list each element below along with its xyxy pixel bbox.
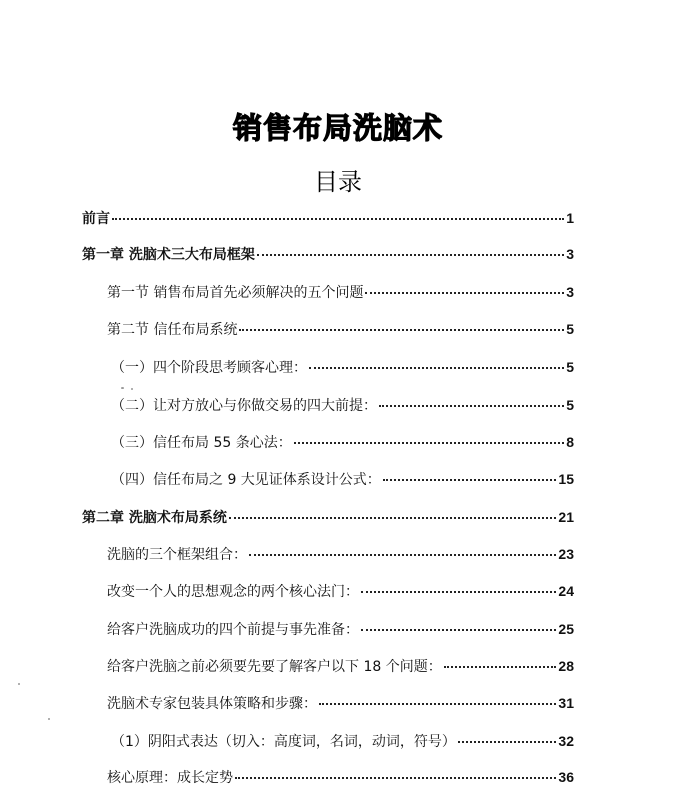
toc-entry-chapter[interactable]	[82, 245, 574, 264]
dot-leader	[112, 218, 564, 220]
toc-entry-topic[interactable]	[107, 545, 574, 564]
toc-entry-label: 给客户洗脑成功的四个前提与事先准备：	[107, 622, 359, 638]
dot-leader	[257, 254, 564, 256]
dot-leader	[458, 741, 557, 743]
toc-entry-subsection[interactable]	[111, 470, 574, 489]
toc-page-number: 5	[566, 397, 574, 413]
toc-page-number: 21	[558, 509, 574, 525]
dot-leader	[294, 442, 564, 444]
toc-entry-label: 第二节 信任布局系统	[107, 322, 238, 338]
dot-leader	[309, 367, 564, 369]
toc-page-number: 5	[566, 359, 574, 375]
toc-page-number: 24	[558, 583, 574, 599]
toc-entry-topic[interactable]	[111, 732, 574, 751]
toc-page-number: 3	[566, 246, 574, 262]
scan-speck	[48, 718, 50, 720]
dot-leader	[249, 554, 556, 556]
toc-entry-label: （1）阴阳式表达（切入：高度词，名词，动词，符号）	[111, 734, 456, 750]
toc-entry-topic[interactable]	[107, 768, 574, 787]
scan-speck	[121, 387, 124, 389]
dot-leader	[235, 777, 556, 779]
toc-entry-section[interactable]	[107, 320, 574, 339]
toc-page-number: 28	[558, 658, 574, 674]
toc-entry-topic[interactable]	[107, 657, 574, 676]
toc-entry-label: 洗脑术专家包装具体策略和步骤：	[107, 696, 317, 712]
toc-page-number: 23	[558, 546, 574, 562]
scan-speck	[18, 683, 20, 685]
dot-leader	[383, 479, 557, 481]
toc-entry-label: （一）四个阶段思考顾客心理：	[111, 360, 307, 376]
toc-entry-label: 洗脑的三个框架组合：	[107, 547, 247, 563]
dot-leader	[361, 629, 556, 631]
toc-entry-topic[interactable]	[107, 694, 574, 713]
toc-entry-section[interactable]	[107, 283, 574, 302]
toc-entry-label: 第二章 洗脑术布局系统	[82, 510, 227, 526]
toc-entry-label: （二）让对方放心与你做交易的四大前提：	[111, 398, 377, 414]
scan-speck	[131, 388, 133, 390]
toc-entry-topic[interactable]	[107, 582, 574, 601]
dot-leader	[444, 666, 557, 668]
toc-entry-label: （三）信任布局 55 条心法：	[111, 435, 292, 451]
toc-entry-topic[interactable]	[107, 620, 574, 639]
toc-page-number: 36	[558, 769, 574, 785]
dot-leader	[239, 329, 564, 331]
toc-page-number: 3	[566, 284, 574, 300]
toc-heading: 目录	[314, 168, 362, 196]
dot-leader	[379, 405, 564, 407]
toc-entry-preface[interactable]	[82, 209, 574, 228]
book-title: 销售布局洗脑术	[232, 111, 443, 145]
dot-leader	[319, 703, 556, 705]
dot-leader	[361, 591, 556, 593]
toc-page-number: 32	[558, 733, 574, 749]
toc-entry-chapter[interactable]	[82, 508, 574, 527]
toc-entry-label: 前言	[82, 211, 110, 227]
toc-page-number: 1	[566, 210, 574, 226]
toc-entry-subsection[interactable]	[111, 396, 574, 415]
toc-page-number: 31	[558, 695, 574, 711]
toc-entry-label: 第一章 洗脑术三大布局框架	[82, 247, 255, 263]
toc-entry-label: （四）信任布局之 9 大见证体系设计公式：	[111, 472, 381, 488]
toc-page-number: 5	[566, 321, 574, 337]
toc-entry-label: 给客户洗脑之前必须要先要了解客户以下 18 个问题：	[107, 659, 442, 675]
toc-entry-label: 改变一个人的思想观念的两个核心法门：	[107, 584, 359, 600]
toc-page-number: 8	[566, 434, 574, 450]
dot-leader	[365, 292, 564, 294]
dot-leader	[229, 517, 557, 519]
toc-entry-label: 核心原理：成长定势	[107, 770, 233, 786]
toc-entry-label: 第一节 销售布局首先必须解决的五个问题	[107, 285, 364, 301]
toc-entry-subsection[interactable]	[111, 358, 574, 377]
toc-page-number: 15	[558, 471, 574, 487]
toc-entry-subsection[interactable]	[111, 433, 574, 452]
toc-page-number: 25	[558, 621, 574, 637]
